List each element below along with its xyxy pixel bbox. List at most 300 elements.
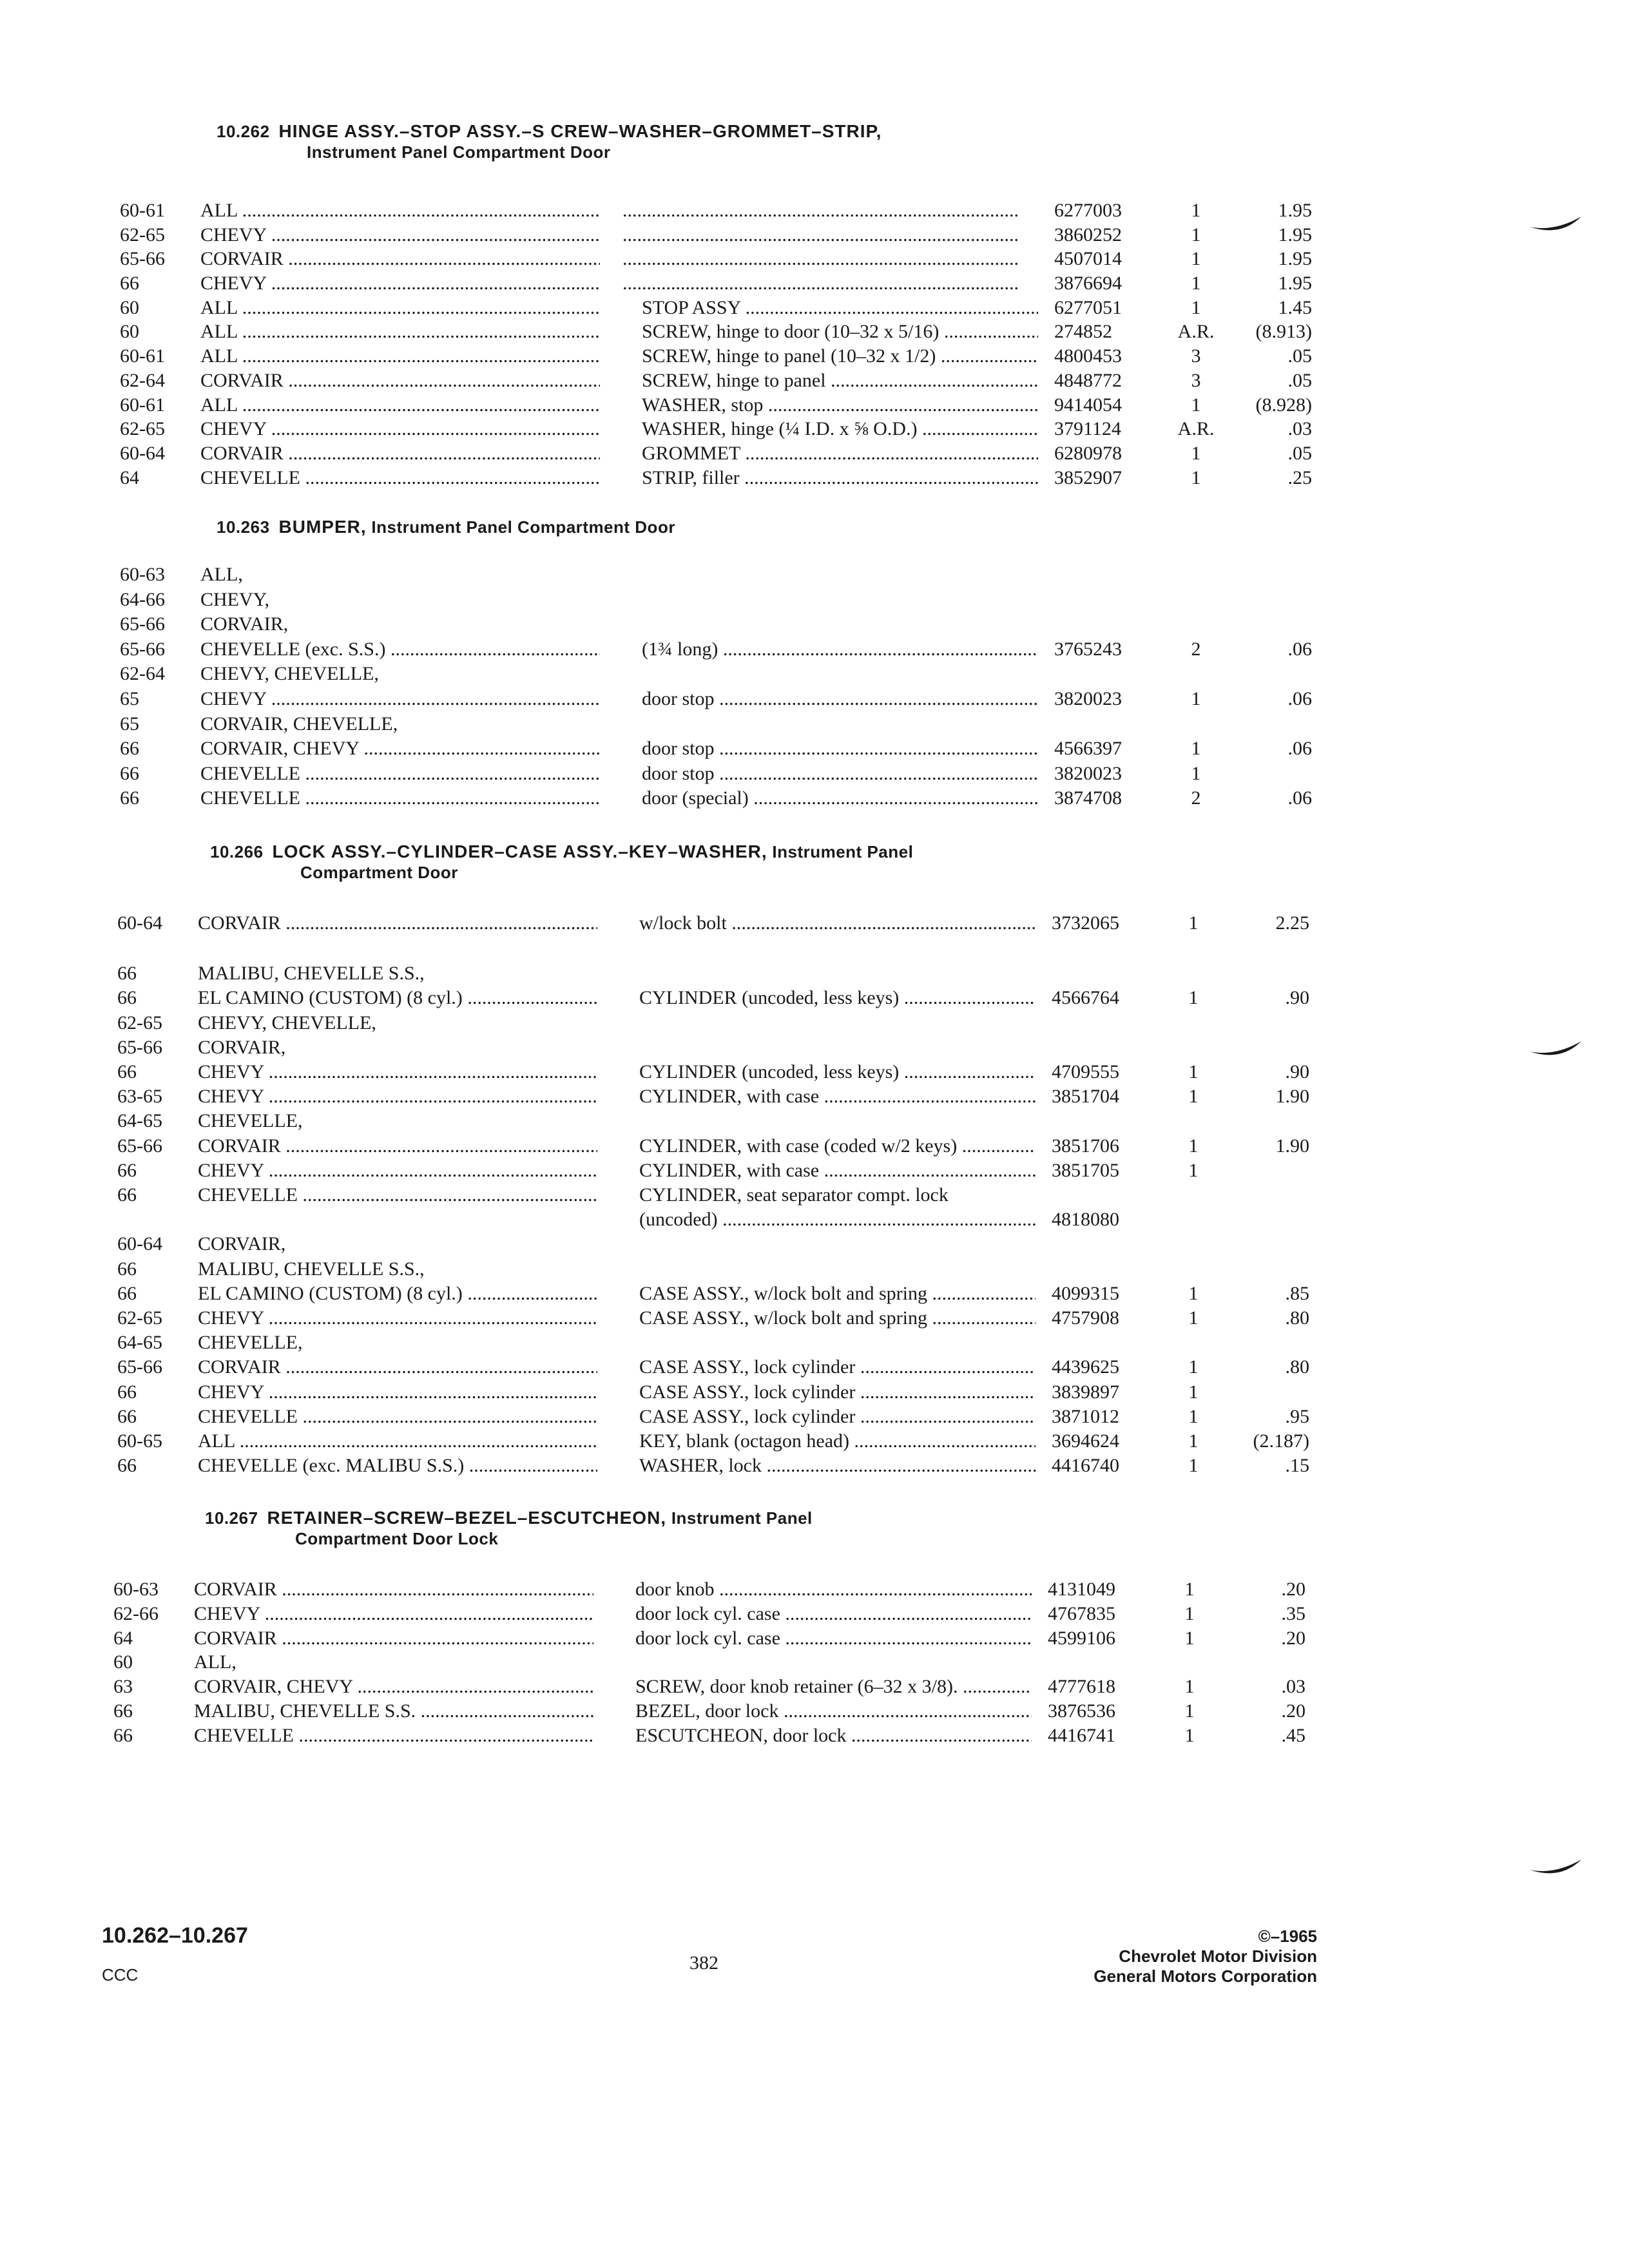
description-cell bbox=[639, 911, 1036, 936]
year-range: 62-65 bbox=[120, 418, 165, 439]
quantity: 1 bbox=[1188, 1135, 1199, 1157]
year-range: 60-61 bbox=[120, 200, 165, 221]
year-range: 63-65 bbox=[117, 1086, 162, 1107]
quantity: 1 bbox=[1188, 1430, 1199, 1452]
part-number: 4566397 bbox=[1054, 738, 1122, 759]
description-cell bbox=[635, 1724, 1032, 1748]
description-cell bbox=[642, 687, 1038, 711]
model: ALL ..... bbox=[200, 344, 600, 369]
quantity: 1 bbox=[1191, 443, 1201, 464]
description-cell bbox=[639, 1380, 1036, 1405]
leader-dots bbox=[846, 1725, 1032, 1746]
quantity: 1 bbox=[1191, 248, 1201, 269]
description: WASHER, hinge (¼ I.D. x ⅝ O.D.) bbox=[642, 418, 918, 439]
model: MALIBU, CHEVELLE S.S., bbox=[198, 963, 425, 984]
section-header-10-263 bbox=[217, 517, 675, 537]
table-row bbox=[117, 1257, 1309, 1282]
price: .06 bbox=[1287, 787, 1312, 809]
section-number: 10.267 bbox=[205, 1508, 258, 1528]
model: ALL ..... bbox=[198, 1429, 597, 1454]
table-row bbox=[113, 1602, 1306, 1626]
year-range: 66 bbox=[120, 787, 139, 809]
description-cell bbox=[639, 1282, 1036, 1306]
year-range: 66 bbox=[117, 987, 137, 1008]
description: CYLINDER, with case bbox=[639, 1086, 820, 1107]
table-row bbox=[117, 1011, 1309, 1035]
year-range: 65-66 bbox=[120, 639, 165, 660]
leader-dots bbox=[927, 1283, 1036, 1304]
section-title-tail: Instrument Panel bbox=[772, 842, 914, 861]
leader-dots bbox=[849, 1430, 1036, 1452]
leader-dots bbox=[762, 1455, 1036, 1476]
description: STRIP, filler bbox=[642, 467, 740, 488]
leader-dots bbox=[718, 1209, 1036, 1230]
year-range: 66 bbox=[117, 1160, 137, 1181]
table-row bbox=[117, 1158, 1309, 1183]
section-title-tail: Instrument Panel bbox=[671, 1508, 813, 1528]
description: CASE ASSY., lock cylinder bbox=[639, 1381, 856, 1403]
description-cell bbox=[635, 1675, 1032, 1699]
part-number: 4099315 bbox=[1052, 1283, 1119, 1304]
part-number: 6277003 bbox=[1054, 200, 1122, 221]
year-range: 60-64 bbox=[120, 443, 165, 464]
quantity: 1 bbox=[1184, 1628, 1195, 1649]
table-row bbox=[120, 762, 1312, 786]
model: CORVAIR, CHEVY ..... bbox=[194, 1675, 593, 1699]
footer-section-range: 10.262–10.267 bbox=[102, 1923, 248, 1948]
page-number: 382 bbox=[689, 1952, 718, 1974]
quantity: 1 bbox=[1188, 1283, 1199, 1304]
section-number: 10.263 bbox=[217, 517, 270, 537]
table-row bbox=[117, 1405, 1309, 1429]
price: 1.95 bbox=[1278, 273, 1312, 294]
table-row bbox=[120, 247, 1312, 271]
description: WASHER, lock bbox=[639, 1455, 762, 1476]
year-range: 64-65 bbox=[117, 1332, 162, 1353]
leader-dots bbox=[957, 1135, 1036, 1157]
leader-dots bbox=[899, 1061, 1036, 1082]
description-cell bbox=[639, 1084, 1036, 1109]
leader-dots bbox=[718, 639, 1038, 660]
part-number: 274852 bbox=[1054, 321, 1112, 342]
model: CHEVY ..... bbox=[200, 417, 600, 441]
year-range: 66 bbox=[113, 1725, 133, 1746]
part-number: 9414054 bbox=[1054, 394, 1122, 416]
part-number: 3791124 bbox=[1054, 418, 1121, 439]
description-cell bbox=[622, 271, 1019, 296]
model: CORVAIR, bbox=[200, 613, 289, 635]
description: STOP ASSY bbox=[642, 297, 741, 318]
leader-dots bbox=[740, 443, 1038, 464]
year-range: 66 bbox=[120, 763, 139, 784]
quantity: 2 bbox=[1191, 787, 1201, 809]
model: CHEVY ..... bbox=[198, 1380, 597, 1405]
part-number: 3694624 bbox=[1052, 1430, 1119, 1452]
price: 2.25 bbox=[1275, 912, 1309, 934]
part-number: 4439625 bbox=[1052, 1356, 1119, 1378]
description: CYLINDER, with case (coded w/2 keys) bbox=[639, 1135, 958, 1157]
part-number: 4507014 bbox=[1054, 248, 1122, 269]
quantity: 1 bbox=[1184, 1676, 1195, 1697]
division: Chevrolet Motor Division bbox=[1119, 1946, 1317, 1966]
price: 1.95 bbox=[1278, 248, 1312, 269]
description: CASE ASSY., lock cylinder bbox=[639, 1406, 856, 1427]
price: .03 bbox=[1281, 1676, 1306, 1697]
year-range: 66 bbox=[117, 1283, 137, 1304]
model: CORVAIR ..... bbox=[200, 247, 600, 271]
quantity: 1 bbox=[1184, 1700, 1195, 1722]
description: WASHER, stop bbox=[642, 394, 764, 416]
price: 1.90 bbox=[1275, 1135, 1309, 1157]
table-row bbox=[117, 1454, 1309, 1478]
description: CASE ASSY., w/lock bolt and spring bbox=[639, 1283, 927, 1304]
year-range: 65-66 bbox=[117, 1356, 162, 1378]
description-cell bbox=[639, 1306, 1036, 1331]
description-cell bbox=[622, 247, 1019, 271]
part-number: 3851706 bbox=[1052, 1135, 1119, 1157]
quantity: 1 bbox=[1191, 297, 1201, 318]
leader-dots bbox=[715, 738, 1039, 759]
description: GROMMET bbox=[642, 443, 740, 464]
table-row bbox=[117, 961, 1309, 986]
price: (2.187) bbox=[1253, 1430, 1309, 1452]
model: CORVAIR ..... bbox=[194, 1577, 593, 1602]
model: CORVAIR ..... bbox=[198, 1355, 597, 1379]
quantity: 1 bbox=[1188, 1086, 1199, 1107]
year-range: 66 bbox=[117, 1406, 137, 1427]
description-cell bbox=[639, 1405, 1036, 1429]
table-row bbox=[117, 1035, 1309, 1060]
table-row bbox=[120, 417, 1312, 441]
section-title: RETAINER–SCREW–BEZEL–ESCUTCHEON, bbox=[267, 1508, 667, 1528]
model: CHEVY, CHEVELLE, bbox=[200, 663, 379, 684]
quantity: 1 bbox=[1188, 1061, 1199, 1082]
price: .20 bbox=[1281, 1628, 1306, 1649]
part-number: 3839897 bbox=[1052, 1381, 1119, 1403]
model: CORVAIR ..... bbox=[194, 1626, 593, 1651]
price: .20 bbox=[1281, 1579, 1306, 1600]
model: MALIBU, CHEVELLE S.S., bbox=[198, 1258, 425, 1280]
part-number: 3852907 bbox=[1054, 467, 1122, 488]
year-range: 66 bbox=[117, 1061, 137, 1082]
price: .03 bbox=[1287, 418, 1312, 439]
leader-dots bbox=[715, 1579, 1032, 1600]
description-cell bbox=[639, 986, 1036, 1010]
part-number: 3851705 bbox=[1052, 1160, 1119, 1181]
section-header-10-266 bbox=[210, 841, 913, 883]
model: CHEVY, CHEVELLE, bbox=[198, 1012, 376, 1033]
model: CHEVY ..... bbox=[198, 1060, 597, 1084]
description: door stop bbox=[642, 763, 715, 784]
description-cell bbox=[642, 344, 1038, 369]
model: CORVAIR, CHEVELLE, bbox=[200, 713, 398, 735]
model: CORVAIR ..... bbox=[200, 369, 600, 393]
table-row bbox=[120, 588, 1312, 612]
table-row bbox=[117, 1109, 1309, 1133]
description: (uncoded) bbox=[639, 1209, 718, 1230]
year-range: 60-65 bbox=[117, 1430, 162, 1452]
leader-dots bbox=[826, 370, 1038, 391]
part-number: 4131049 bbox=[1048, 1579, 1115, 1600]
description-cell bbox=[642, 441, 1038, 466]
leader-dots bbox=[763, 394, 1038, 416]
year-range: 62-66 bbox=[113, 1603, 159, 1624]
year-range: 60-64 bbox=[117, 912, 162, 934]
quantity: 1 bbox=[1191, 763, 1201, 784]
model: CHEVELLE, bbox=[198, 1110, 303, 1131]
model: CHEVELLE ..... bbox=[200, 762, 600, 786]
description: CYLINDER (uncoded, less keys) bbox=[639, 1061, 900, 1082]
description-cell bbox=[642, 466, 1038, 490]
section-subtitle: Compartment Door Lock bbox=[295, 1529, 499, 1548]
leader-dots bbox=[740, 297, 1038, 318]
section-title: HINGE ASSY.–STOP ASSY.–S CREW–WASHER–GROMMET–STRIP, bbox=[278, 121, 882, 141]
quantity: 1 bbox=[1191, 467, 1201, 488]
leader-dots bbox=[819, 1086, 1036, 1107]
model: MALIBU, CHEVELLE S.S. ..... bbox=[194, 1699, 593, 1724]
year-range: 66 bbox=[117, 1184, 137, 1206]
year-range: 65 bbox=[120, 688, 139, 709]
part-number: 3851704 bbox=[1052, 1086, 1119, 1107]
model: ALL ..... bbox=[200, 393, 600, 418]
quantity: 3 bbox=[1191, 370, 1201, 391]
leader-dots bbox=[622, 248, 1019, 269]
year-range: 62-65 bbox=[120, 224, 165, 245]
description-cell bbox=[639, 1158, 1036, 1183]
leader-dots bbox=[958, 1676, 1032, 1697]
price: .20 bbox=[1281, 1700, 1306, 1722]
price: .05 bbox=[1287, 443, 1312, 464]
description-cell bbox=[642, 369, 1038, 393]
description: BEZEL, door lock bbox=[635, 1700, 779, 1722]
leader-dots bbox=[855, 1356, 1036, 1378]
year-range: 66 bbox=[117, 1258, 137, 1280]
year-range: 62-64 bbox=[120, 663, 165, 684]
leader-dots bbox=[855, 1406, 1036, 1427]
model: CHEVY ..... bbox=[200, 271, 600, 296]
leader-dots bbox=[727, 912, 1036, 934]
model: ALL ..... bbox=[200, 198, 600, 223]
model: CHEVY, bbox=[200, 589, 269, 610]
model: CHEVY ..... bbox=[194, 1602, 593, 1626]
description: SCREW, door knob retainer (6–32 x 3/8). bbox=[635, 1676, 958, 1697]
model: CHEVY ..... bbox=[198, 1306, 597, 1331]
year-range: 60-63 bbox=[120, 564, 165, 585]
description: door knob bbox=[635, 1579, 715, 1600]
section-subtitle: Compartment Door bbox=[300, 863, 458, 882]
part-number: 3876536 bbox=[1048, 1700, 1115, 1722]
price: .85 bbox=[1285, 1283, 1309, 1304]
year-range: 66 bbox=[113, 1700, 133, 1722]
description-cell bbox=[639, 1429, 1036, 1454]
table-row bbox=[120, 296, 1312, 320]
copyright: ©–1965 bbox=[1258, 1927, 1317, 1946]
description-cell bbox=[642, 786, 1038, 811]
quantity: 2 bbox=[1191, 639, 1201, 660]
table-row bbox=[120, 344, 1312, 369]
price: .90 bbox=[1285, 1061, 1309, 1082]
leader-dots bbox=[715, 688, 1039, 709]
description-cell bbox=[642, 393, 1038, 418]
description-cell bbox=[635, 1602, 1032, 1626]
model: CORVAIR, bbox=[198, 1037, 286, 1058]
section-number: 10.266 bbox=[210, 842, 264, 861]
price: .15 bbox=[1285, 1455, 1309, 1476]
quantity: 1 bbox=[1188, 1356, 1199, 1378]
description-cell bbox=[622, 198, 1019, 223]
quantity: 1 bbox=[1184, 1725, 1195, 1746]
description: w/lock bolt bbox=[639, 912, 727, 934]
edge-mark bbox=[1528, 1037, 1583, 1063]
leader-dots bbox=[622, 224, 1019, 245]
model: CORVAIR ..... bbox=[198, 911, 597, 936]
quantity: 1 bbox=[1184, 1579, 1195, 1600]
year-range: 65 bbox=[120, 713, 139, 735]
model: CHEVY ..... bbox=[198, 1158, 597, 1183]
table-row bbox=[113, 1650, 1306, 1675]
year-range: 62-65 bbox=[117, 1307, 162, 1329]
model: CORVAIR ..... bbox=[198, 1134, 597, 1158]
table-row bbox=[120, 369, 1312, 393]
description-cell bbox=[635, 1699, 1032, 1724]
quantity: 3 bbox=[1191, 345, 1201, 367]
model: CHEVELLE (exc. S.S.) ..... bbox=[200, 637, 600, 662]
footer-ccc: CCC bbox=[102, 1965, 139, 1984]
part-number: 3871012 bbox=[1052, 1406, 1119, 1427]
year-range: 66 bbox=[117, 1381, 137, 1403]
description-cell bbox=[639, 1207, 1036, 1232]
part-number: 6280978 bbox=[1054, 443, 1122, 464]
year-range: 60-61 bbox=[120, 345, 165, 367]
price: .06 bbox=[1287, 738, 1312, 759]
leader-dots bbox=[780, 1603, 1032, 1624]
description-cell bbox=[622, 223, 1019, 247]
description-cell bbox=[642, 736, 1038, 761]
model: CHEVELLE ..... bbox=[200, 466, 600, 490]
table-row bbox=[117, 1232, 1309, 1256]
quantity: 1 bbox=[1188, 1307, 1199, 1329]
part-number: 4800453 bbox=[1054, 345, 1122, 367]
part-number: 3820023 bbox=[1054, 763, 1122, 784]
model: CHEVELLE ..... bbox=[194, 1724, 593, 1748]
year-range: 64-65 bbox=[117, 1110, 162, 1131]
table-row bbox=[120, 612, 1312, 637]
table-row bbox=[117, 1429, 1309, 1454]
leader-dots bbox=[899, 987, 1036, 1008]
quantity: 1 bbox=[1191, 224, 1201, 245]
description-cell bbox=[639, 1060, 1036, 1084]
description: door stop bbox=[642, 738, 715, 759]
part-number: 3820023 bbox=[1054, 688, 1122, 709]
table-row bbox=[117, 1355, 1309, 1379]
description-cell bbox=[639, 1355, 1036, 1379]
year-range: 64 bbox=[113, 1628, 133, 1649]
description: door lock cyl. case bbox=[635, 1628, 780, 1649]
year-range: 62-64 bbox=[120, 370, 165, 391]
part-number: 3874708 bbox=[1054, 787, 1122, 809]
quantity: A.R. bbox=[1177, 321, 1215, 342]
description: CASE ASSY., lock cylinder bbox=[639, 1356, 856, 1378]
table-row bbox=[117, 1207, 1309, 1232]
leader-dots bbox=[715, 763, 1039, 784]
part-number: 4848772 bbox=[1054, 370, 1122, 391]
model: CHEVY ..... bbox=[198, 1084, 597, 1109]
quantity: 1 bbox=[1191, 394, 1201, 416]
section-number: 10.262 bbox=[217, 122, 270, 141]
model: CHEVY ..... bbox=[200, 687, 600, 711]
description-cell bbox=[642, 296, 1038, 320]
description: ESCUTCHEON, door lock bbox=[635, 1725, 847, 1746]
price: 1.95 bbox=[1278, 200, 1312, 221]
table-row bbox=[120, 712, 1312, 736]
section-header-10-267 bbox=[205, 1508, 813, 1549]
model: CHEVELLE ..... bbox=[198, 1183, 597, 1207]
table-row bbox=[120, 687, 1312, 711]
description: CYLINDER, seat separator compt. lock bbox=[639, 1184, 949, 1206]
quantity: 1 bbox=[1191, 273, 1201, 294]
part-number: 4709555 bbox=[1052, 1061, 1119, 1082]
description: door lock cyl. case bbox=[635, 1603, 780, 1624]
description-cell bbox=[639, 1134, 1036, 1158]
table-row bbox=[113, 1724, 1306, 1748]
leader-dots bbox=[749, 787, 1038, 809]
description: CYLINDER (uncoded, less keys) bbox=[639, 987, 900, 1008]
table-row bbox=[113, 1626, 1306, 1651]
part-number: 3876694 bbox=[1054, 273, 1122, 294]
model: CHEVELLE, bbox=[198, 1332, 303, 1353]
table-row bbox=[120, 393, 1312, 418]
description: door (special) bbox=[642, 787, 749, 809]
table-row bbox=[120, 466, 1312, 490]
table-row bbox=[120, 441, 1312, 466]
model: CHEVY ..... bbox=[200, 223, 600, 247]
year-range: 60 bbox=[113, 1651, 133, 1673]
leader-dots bbox=[780, 1628, 1032, 1649]
price: (8.928) bbox=[1255, 394, 1312, 416]
description: CASE ASSY., w/lock bolt and spring bbox=[639, 1307, 927, 1329]
corporation: General Motors Corporation bbox=[1094, 1966, 1317, 1986]
section-subtitle: Instrument Panel Compartment Door bbox=[307, 142, 611, 162]
table-row bbox=[120, 786, 1312, 811]
quantity: 1 bbox=[1188, 1160, 1199, 1181]
table-row bbox=[120, 662, 1312, 686]
description-cell bbox=[642, 637, 1038, 662]
year-range: 65-66 bbox=[117, 1135, 162, 1157]
description-cell bbox=[639, 1454, 1036, 1478]
table-row bbox=[113, 1675, 1306, 1699]
part-number: 3765243 bbox=[1054, 639, 1122, 660]
price: 1.95 bbox=[1278, 224, 1312, 245]
price: .35 bbox=[1281, 1603, 1306, 1624]
quantity: 1 bbox=[1184, 1603, 1195, 1624]
leader-dots bbox=[936, 345, 1038, 367]
part-number: 3860252 bbox=[1054, 224, 1122, 245]
table-row bbox=[120, 320, 1312, 344]
price: .95 bbox=[1285, 1406, 1309, 1427]
price: .80 bbox=[1285, 1307, 1309, 1329]
edge-mark bbox=[1528, 213, 1583, 238]
year-range: 60 bbox=[120, 297, 139, 318]
price: (8.913) bbox=[1255, 321, 1312, 342]
quantity: 1 bbox=[1191, 688, 1201, 709]
part-number: 4416741 bbox=[1048, 1725, 1115, 1746]
quantity: 1 bbox=[1188, 1381, 1199, 1403]
leader-dots bbox=[819, 1160, 1036, 1181]
year-range: 66 bbox=[117, 963, 137, 984]
model: CHEVELLE ..... bbox=[198, 1405, 597, 1429]
year-range: 60-63 bbox=[113, 1579, 159, 1600]
price: .05 bbox=[1287, 345, 1312, 367]
